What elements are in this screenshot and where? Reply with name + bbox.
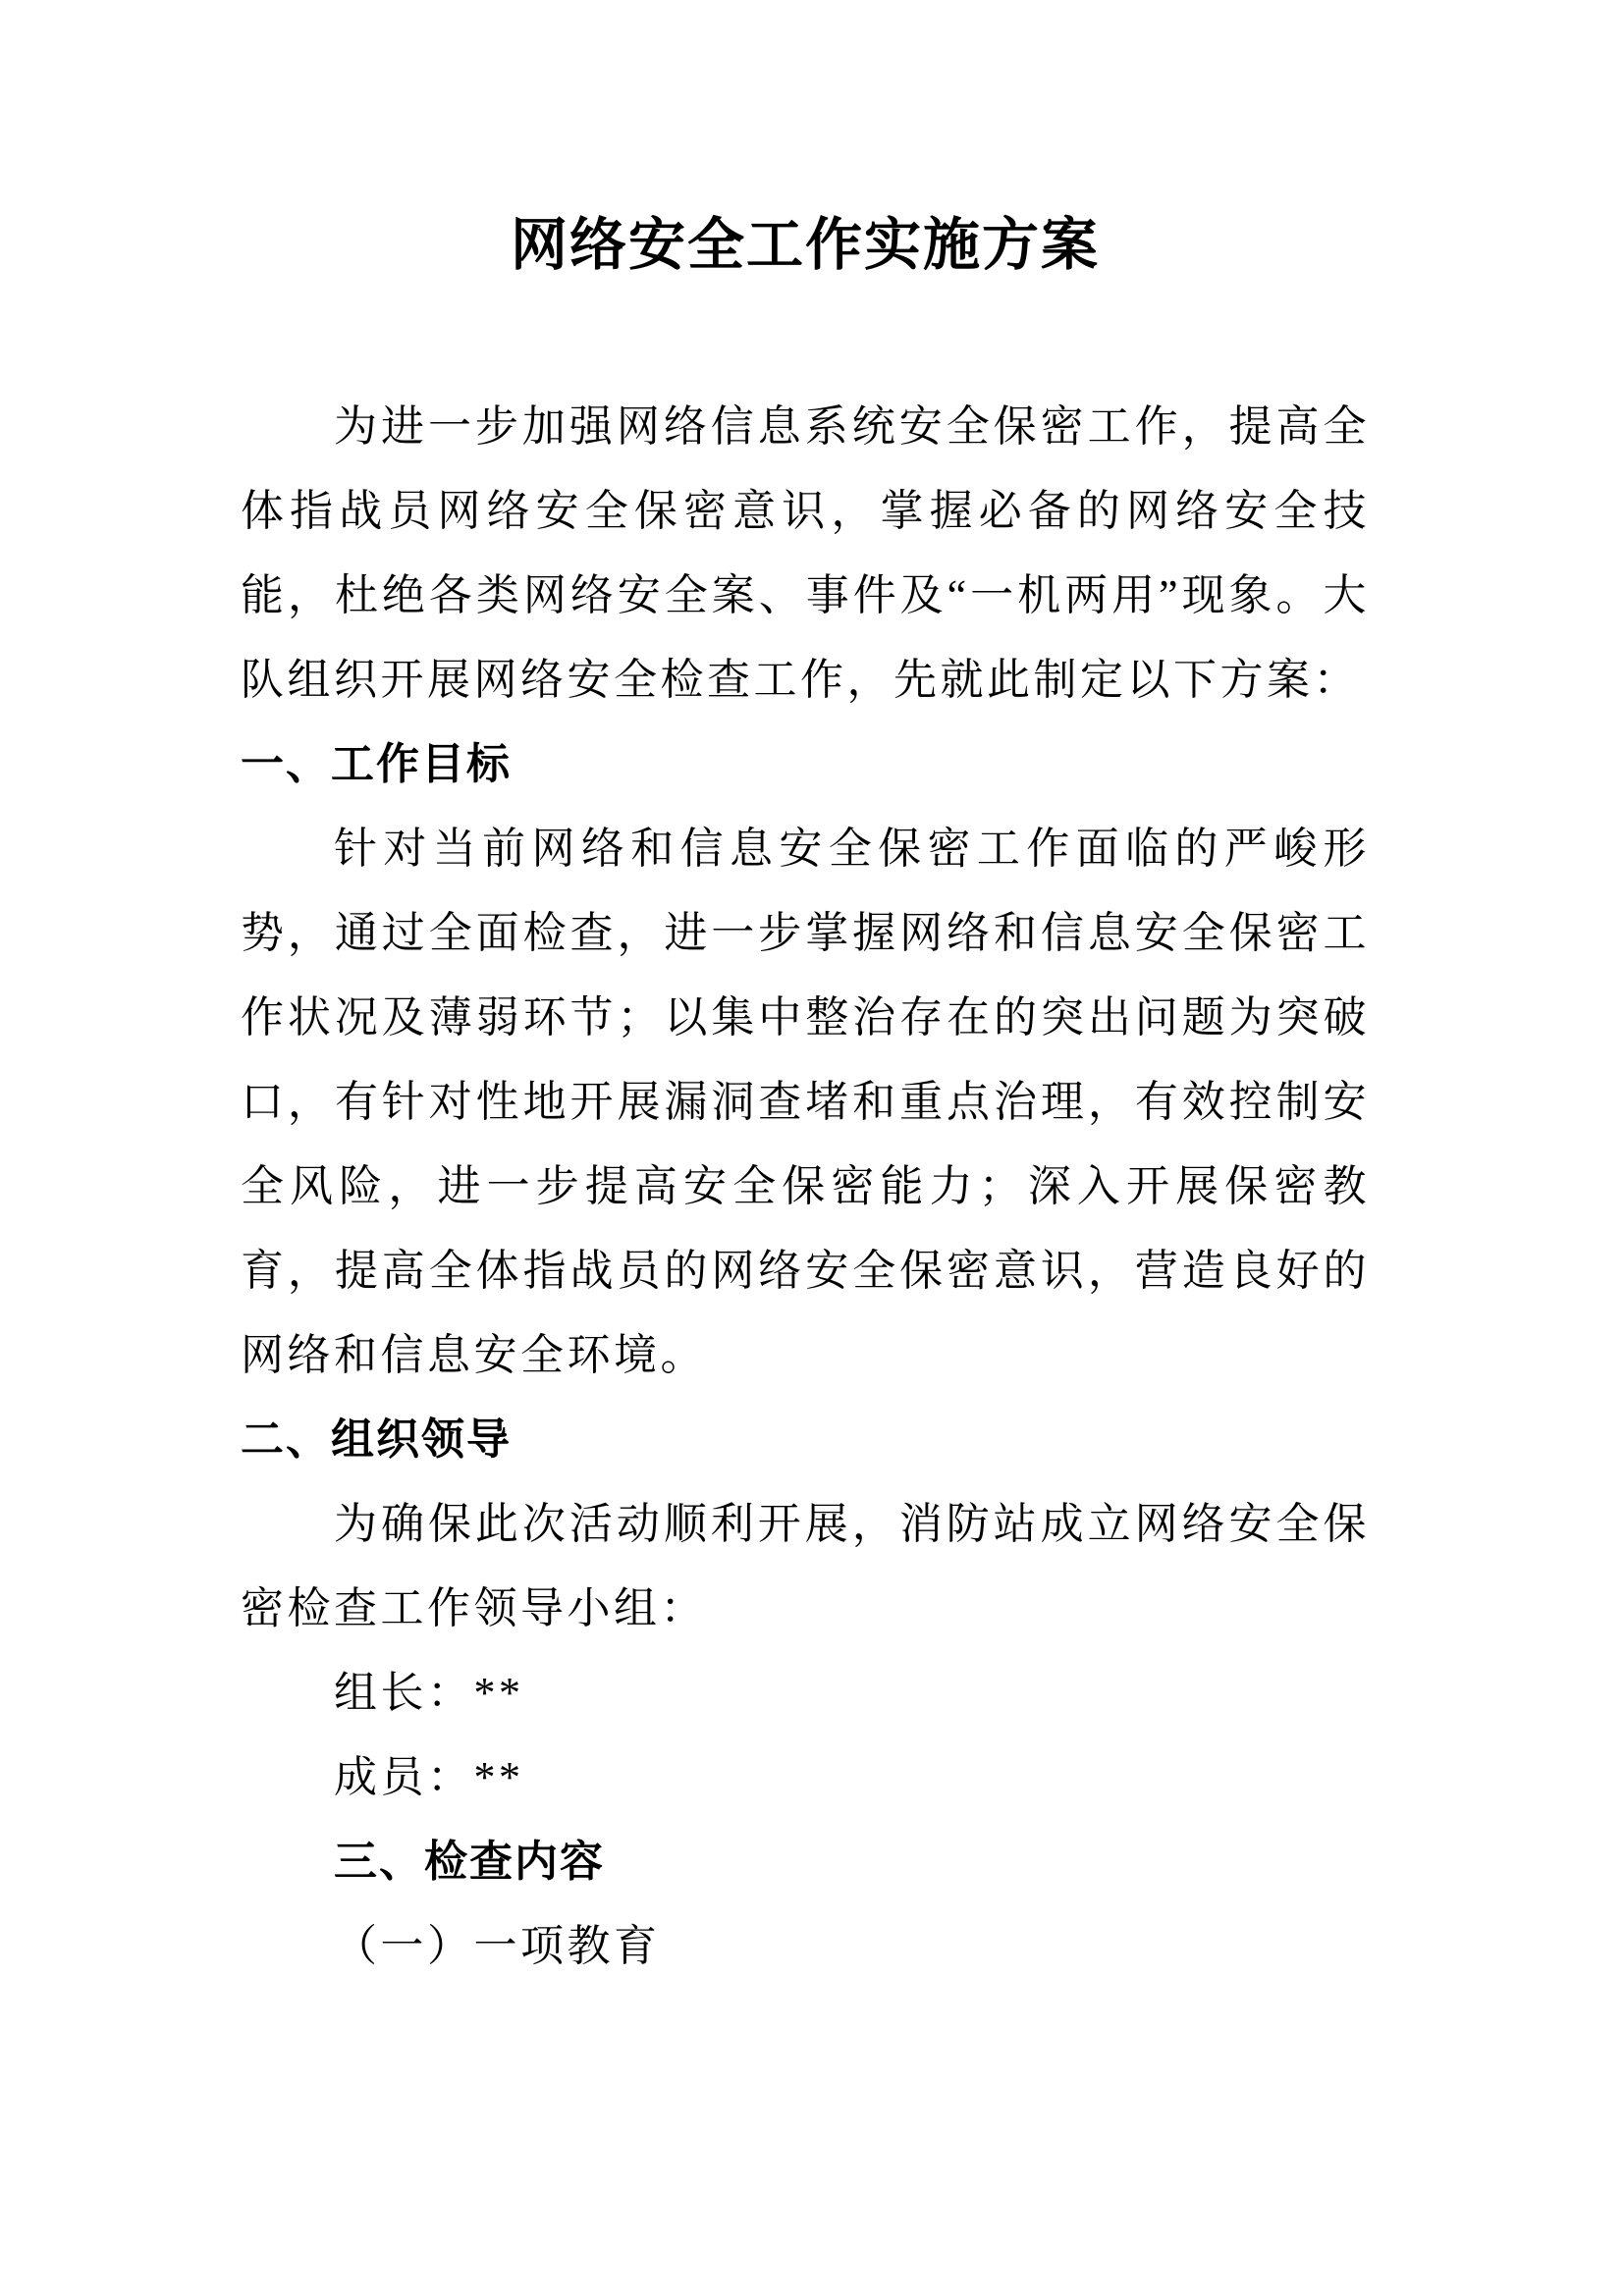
organization-leadership-paragraph: 为确保此次活动顺利开展，消防站成立网络安全保密检查工作领导小组： — [241, 1500, 1370, 1632]
intro-paragraph: 为进一步加强网络信息系统安全保密工作，提高全体指战员网络安全保密意识，掌握必备的网络安全技能，杜绝各类网络安全案、事件及“一机两用”现象。大队组织开展网络安全检查工作，先就此制定以下方案： — [241, 402, 1370, 704]
document-title: 网络安全工作实施方案 — [510, 213, 1100, 277]
group-members-line: 成员：** — [334, 1753, 524, 1801]
work-goals-paragraph: 针对当前网络和信息安全保密工作面临的严峻形势，通过全面检查，进一步掌握网络和信息安全保密工作状况及薄弱环节；以集中整治存在的突出问题为突破口，有针对性地开展漏洞查堵和重点治理，有效控制安全风险，进一步提高安全保密能力；深入开展保密教育，提高全体指战员的网络安全保密意识，营造良好的网络和信息安全环境。 — [241, 825, 1370, 1379]
inspection-item-one-education: （一）一项教育 — [334, 1922, 661, 1970]
section-heading-organization-leadership: 二、组织领导 — [241, 1415, 512, 1464]
section-heading-work-goals: 一、工作目标 — [241, 740, 512, 788]
group-leader-line: 组长：** — [334, 1669, 524, 1717]
section-heading-inspection-content: 三、检查内容 — [334, 1838, 605, 1886]
document-content — [241, 0, 1370, 1989]
